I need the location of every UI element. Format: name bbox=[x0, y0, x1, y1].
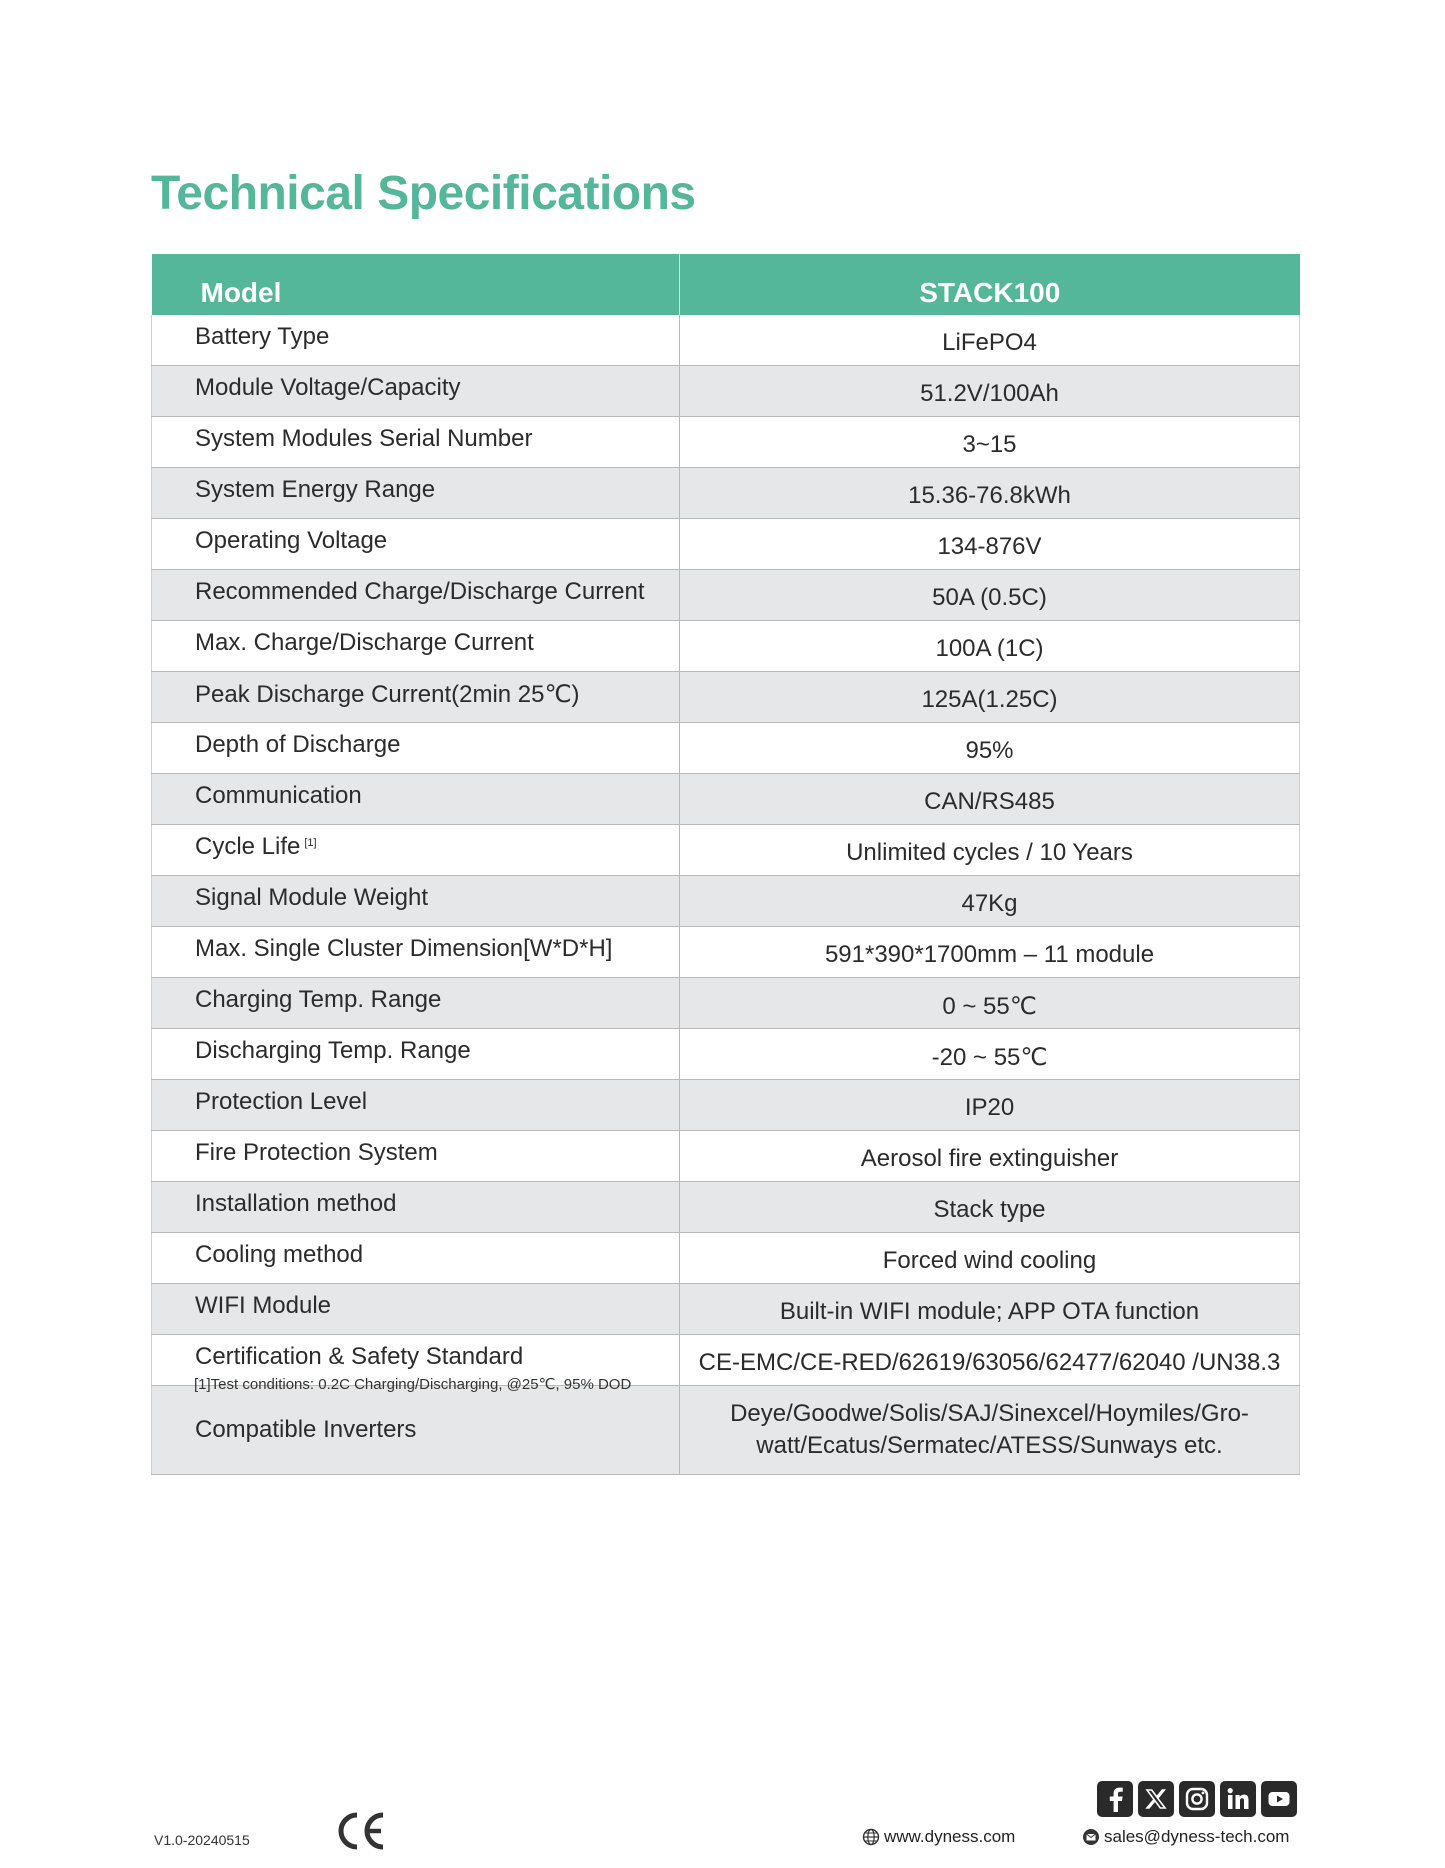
param-value: 51.2V/100Ah bbox=[680, 366, 1300, 417]
table-row bbox=[152, 417, 1300, 468]
param-label: System Energy Range bbox=[152, 468, 680, 519]
param-value: IP20 bbox=[680, 1080, 1300, 1131]
email-text: sales@dyness-tech.com bbox=[1104, 1827, 1290, 1846]
param-label: Signal Module Weight bbox=[152, 876, 680, 927]
param-cell bbox=[152, 825, 680, 876]
table-row bbox=[152, 774, 1300, 825]
param-value: 3~15 bbox=[680, 417, 1300, 468]
table-row bbox=[152, 978, 1300, 1029]
param-label: Peak Discharge Current(2min 25℃) bbox=[152, 672, 680, 723]
x-icon[interactable] bbox=[1138, 1781, 1174, 1817]
param-value: Built-in WIFI module; APP OTA function bbox=[680, 1284, 1300, 1335]
param-label: Recommended Charge/Discharge Current bbox=[152, 570, 680, 621]
footnote-mark: [1] bbox=[304, 837, 317, 849]
param-label: Certification & Safety Standard bbox=[152, 1335, 680, 1386]
email-link[interactable] bbox=[1082, 1827, 1289, 1847]
table-row bbox=[152, 570, 1300, 621]
param-label: Cycle Life bbox=[195, 833, 301, 860]
globe-icon bbox=[862, 1828, 880, 1846]
param-value: CAN/RS485 bbox=[680, 774, 1300, 825]
param-value bbox=[680, 1386, 1300, 1475]
param-label: Max. Single Cluster Dimension[W*D*H] bbox=[152, 927, 680, 978]
param-value: -20 ~ 55℃ bbox=[680, 1029, 1300, 1080]
param-value-line: Deye/Goodwe/Solis/SAJ/Sinexcel/Hoymiles/Gro- bbox=[730, 1400, 1249, 1427]
table-row bbox=[152, 621, 1300, 672]
param-value: CE-EMC/CE-RED/62619/63056/62477/62040 /UN38.3 bbox=[680, 1335, 1300, 1386]
footnote: [1]Test conditions: 0.2C Charging/Discharging, @25℃, 95% DOD bbox=[194, 1376, 632, 1393]
facebook-icon[interactable] bbox=[1097, 1781, 1133, 1817]
param-value: Aerosol fire extinguisher bbox=[680, 1131, 1300, 1182]
param-label: Fire Protection System bbox=[152, 1131, 680, 1182]
param-label: Installation method bbox=[152, 1182, 680, 1233]
table-row bbox=[152, 1386, 1300, 1475]
table-header-row bbox=[152, 254, 1300, 315]
website-link[interactable] bbox=[862, 1827, 1015, 1847]
param-value: 100A (1C) bbox=[680, 621, 1300, 672]
param-value: Stack type bbox=[680, 1182, 1300, 1233]
param-label: Protection Level bbox=[152, 1080, 680, 1131]
param-value: Forced wind cooling bbox=[680, 1233, 1300, 1284]
header-model: Model bbox=[152, 254, 680, 315]
param-label: Operating Voltage bbox=[152, 519, 680, 570]
param-label: Communication bbox=[152, 774, 680, 825]
page-title: Technical Specifications bbox=[151, 167, 696, 220]
param-value: 95% bbox=[680, 723, 1300, 774]
social-links bbox=[1097, 1781, 1297, 1817]
param-value: 591*390*1700mm – 11 module bbox=[680, 927, 1300, 978]
table-row bbox=[152, 468, 1300, 519]
table-row bbox=[152, 1182, 1300, 1233]
param-label: Depth of Discharge bbox=[152, 723, 680, 774]
table-row bbox=[152, 1131, 1300, 1182]
table-row bbox=[152, 519, 1300, 570]
mail-icon bbox=[1082, 1828, 1100, 1846]
table-row bbox=[152, 672, 1300, 723]
table-row bbox=[152, 825, 1300, 876]
param-value: 0 ~ 55℃ bbox=[680, 978, 1300, 1029]
param-value: 125A(1.25C) bbox=[680, 672, 1300, 723]
param-label: System Modules Serial Number bbox=[152, 417, 680, 468]
param-label: Battery Type bbox=[152, 315, 680, 366]
version-label: V1.0-20240515 bbox=[154, 1832, 250, 1848]
table-row bbox=[152, 723, 1300, 774]
param-label: Charging Temp. Range bbox=[152, 978, 680, 1029]
table-row bbox=[152, 366, 1300, 417]
table-row bbox=[152, 1080, 1300, 1131]
table-row bbox=[152, 1029, 1300, 1080]
table-row bbox=[152, 315, 1300, 366]
param-label: Discharging Temp. Range bbox=[152, 1029, 680, 1080]
ce-mark-icon bbox=[336, 1810, 386, 1852]
youtube-icon[interactable] bbox=[1261, 1781, 1297, 1817]
param-value: 50A (0.5C) bbox=[680, 570, 1300, 621]
param-value: 134-876V bbox=[680, 519, 1300, 570]
param-label: Module Voltage/Capacity bbox=[152, 366, 680, 417]
spec-table bbox=[151, 254, 1300, 1475]
table-row bbox=[152, 876, 1300, 927]
linkedin-icon[interactable] bbox=[1220, 1781, 1256, 1817]
param-label: Compatible Inverters bbox=[152, 1386, 680, 1475]
param-value: 15.36-76.8kWh bbox=[680, 468, 1300, 519]
param-value-line: watt/Ecatus/Sermatec/ATESS/Sunways etc. bbox=[756, 1432, 1223, 1459]
website-text: www.dyness.com bbox=[884, 1827, 1016, 1846]
param-label: Cooling method bbox=[152, 1233, 680, 1284]
table-row bbox=[152, 1233, 1300, 1284]
header-model-name: STACK100 bbox=[680, 254, 1300, 315]
table-row bbox=[152, 1284, 1300, 1335]
table-row bbox=[152, 927, 1300, 978]
param-value: 47Kg bbox=[680, 876, 1300, 927]
param-label: WIFI Module bbox=[152, 1284, 680, 1335]
param-label: Max. Charge/Discharge Current bbox=[152, 621, 680, 672]
param-value: Unlimited cycles / 10 Years bbox=[680, 825, 1300, 876]
instagram-icon[interactable] bbox=[1179, 1781, 1215, 1817]
param-value: LiFePO4 bbox=[680, 315, 1300, 366]
